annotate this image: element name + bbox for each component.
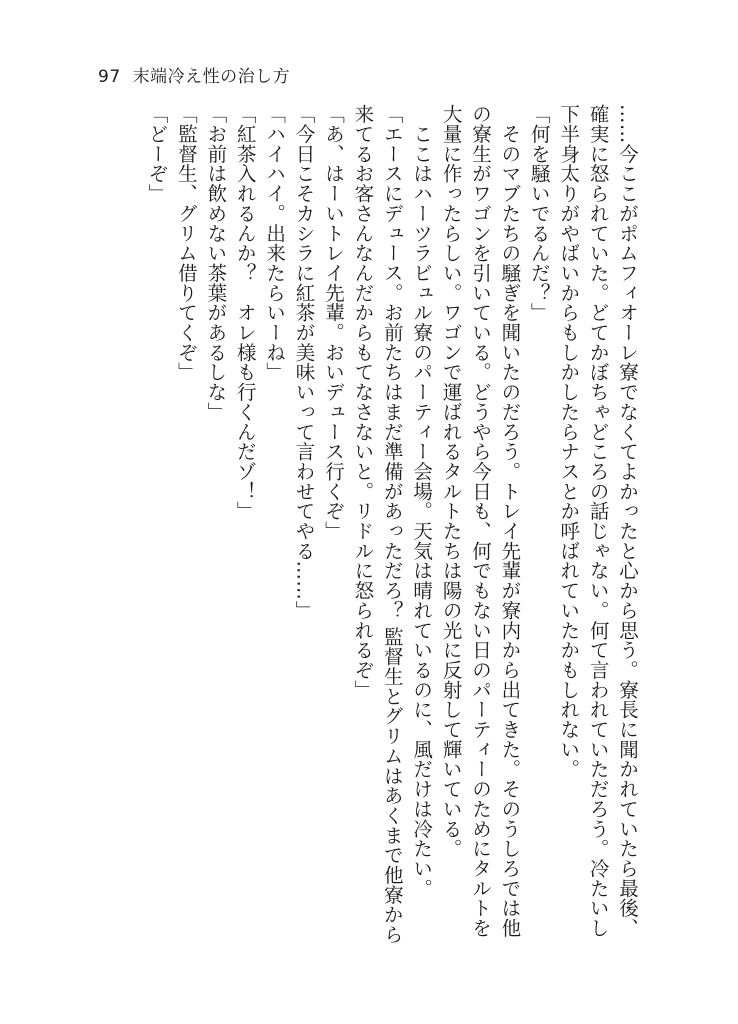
text-line: 「お前は飲めない茶葉があるしな」 [204,104,228,422]
text-line: 来てるお客さんなんだからもてなさないと。リドルに怒られるぞ」 [351,104,375,700]
page-number: 97 [98,67,121,87]
text-line: 「何を騒いでるんだ？」 [527,104,551,323]
page-header [98,62,290,87]
text-line: 「どーぞ」 [145,104,169,204]
text-line: 下半身太りがやばいからもしかしたらナスとか呼ばれていたかもしれない。 [557,104,581,779]
text-line: 確実に怒られていた。どてかぼちゃどころの話じゃない。何て言われていただろう。冷たいし [586,104,610,938]
text-line: ……今ここがポムフィオーレ寮でなくてよかったと心から思う。寮長に聞かれていたら最後、 [616,104,639,938]
text-line: 「あ、はーいトレイ先輩。おいデュース行くぞ」 [321,104,345,541]
text-line: そのマブたちの騒ぎを聞いたのだろう。トレイ先輩が寮内から出てきた。そのうしろでは他 [498,104,522,938]
text-line: の寮生がワゴンを引いている。どうやら今日も、何でもない日のパーティーのためにタルトを [468,104,492,938]
text-line: 「ハイハイ。出来たらいーね」 [263,104,287,382]
vertical-body-text [142,104,642,944]
text-line: 「エースにデュース。お前たちはまだ準備があっただろ？ 監督生とグリムはあくまで他寮から [380,104,404,945]
text-line: ここはハーツラビュル寮のパーティー会場。天気は晴れているのに、風だけは冷たい。 [410,104,434,898]
text-line: 「監督生、グリム借りてくぞ」 [174,104,198,382]
chapter-title: 末端冷え性の治し方 [132,67,291,87]
text-line: 「今日こそカシラに紅茶が美味いって言わせてやる……」 [292,104,316,621]
text-line: 大量に作ったらしい。ワゴンで運ばれるタルトたちは陽の光に反射して輝いている。 [439,104,463,859]
text-line: 「紅茶入れるんか？ オレ様も行くんだゾ！」 [233,104,257,521]
